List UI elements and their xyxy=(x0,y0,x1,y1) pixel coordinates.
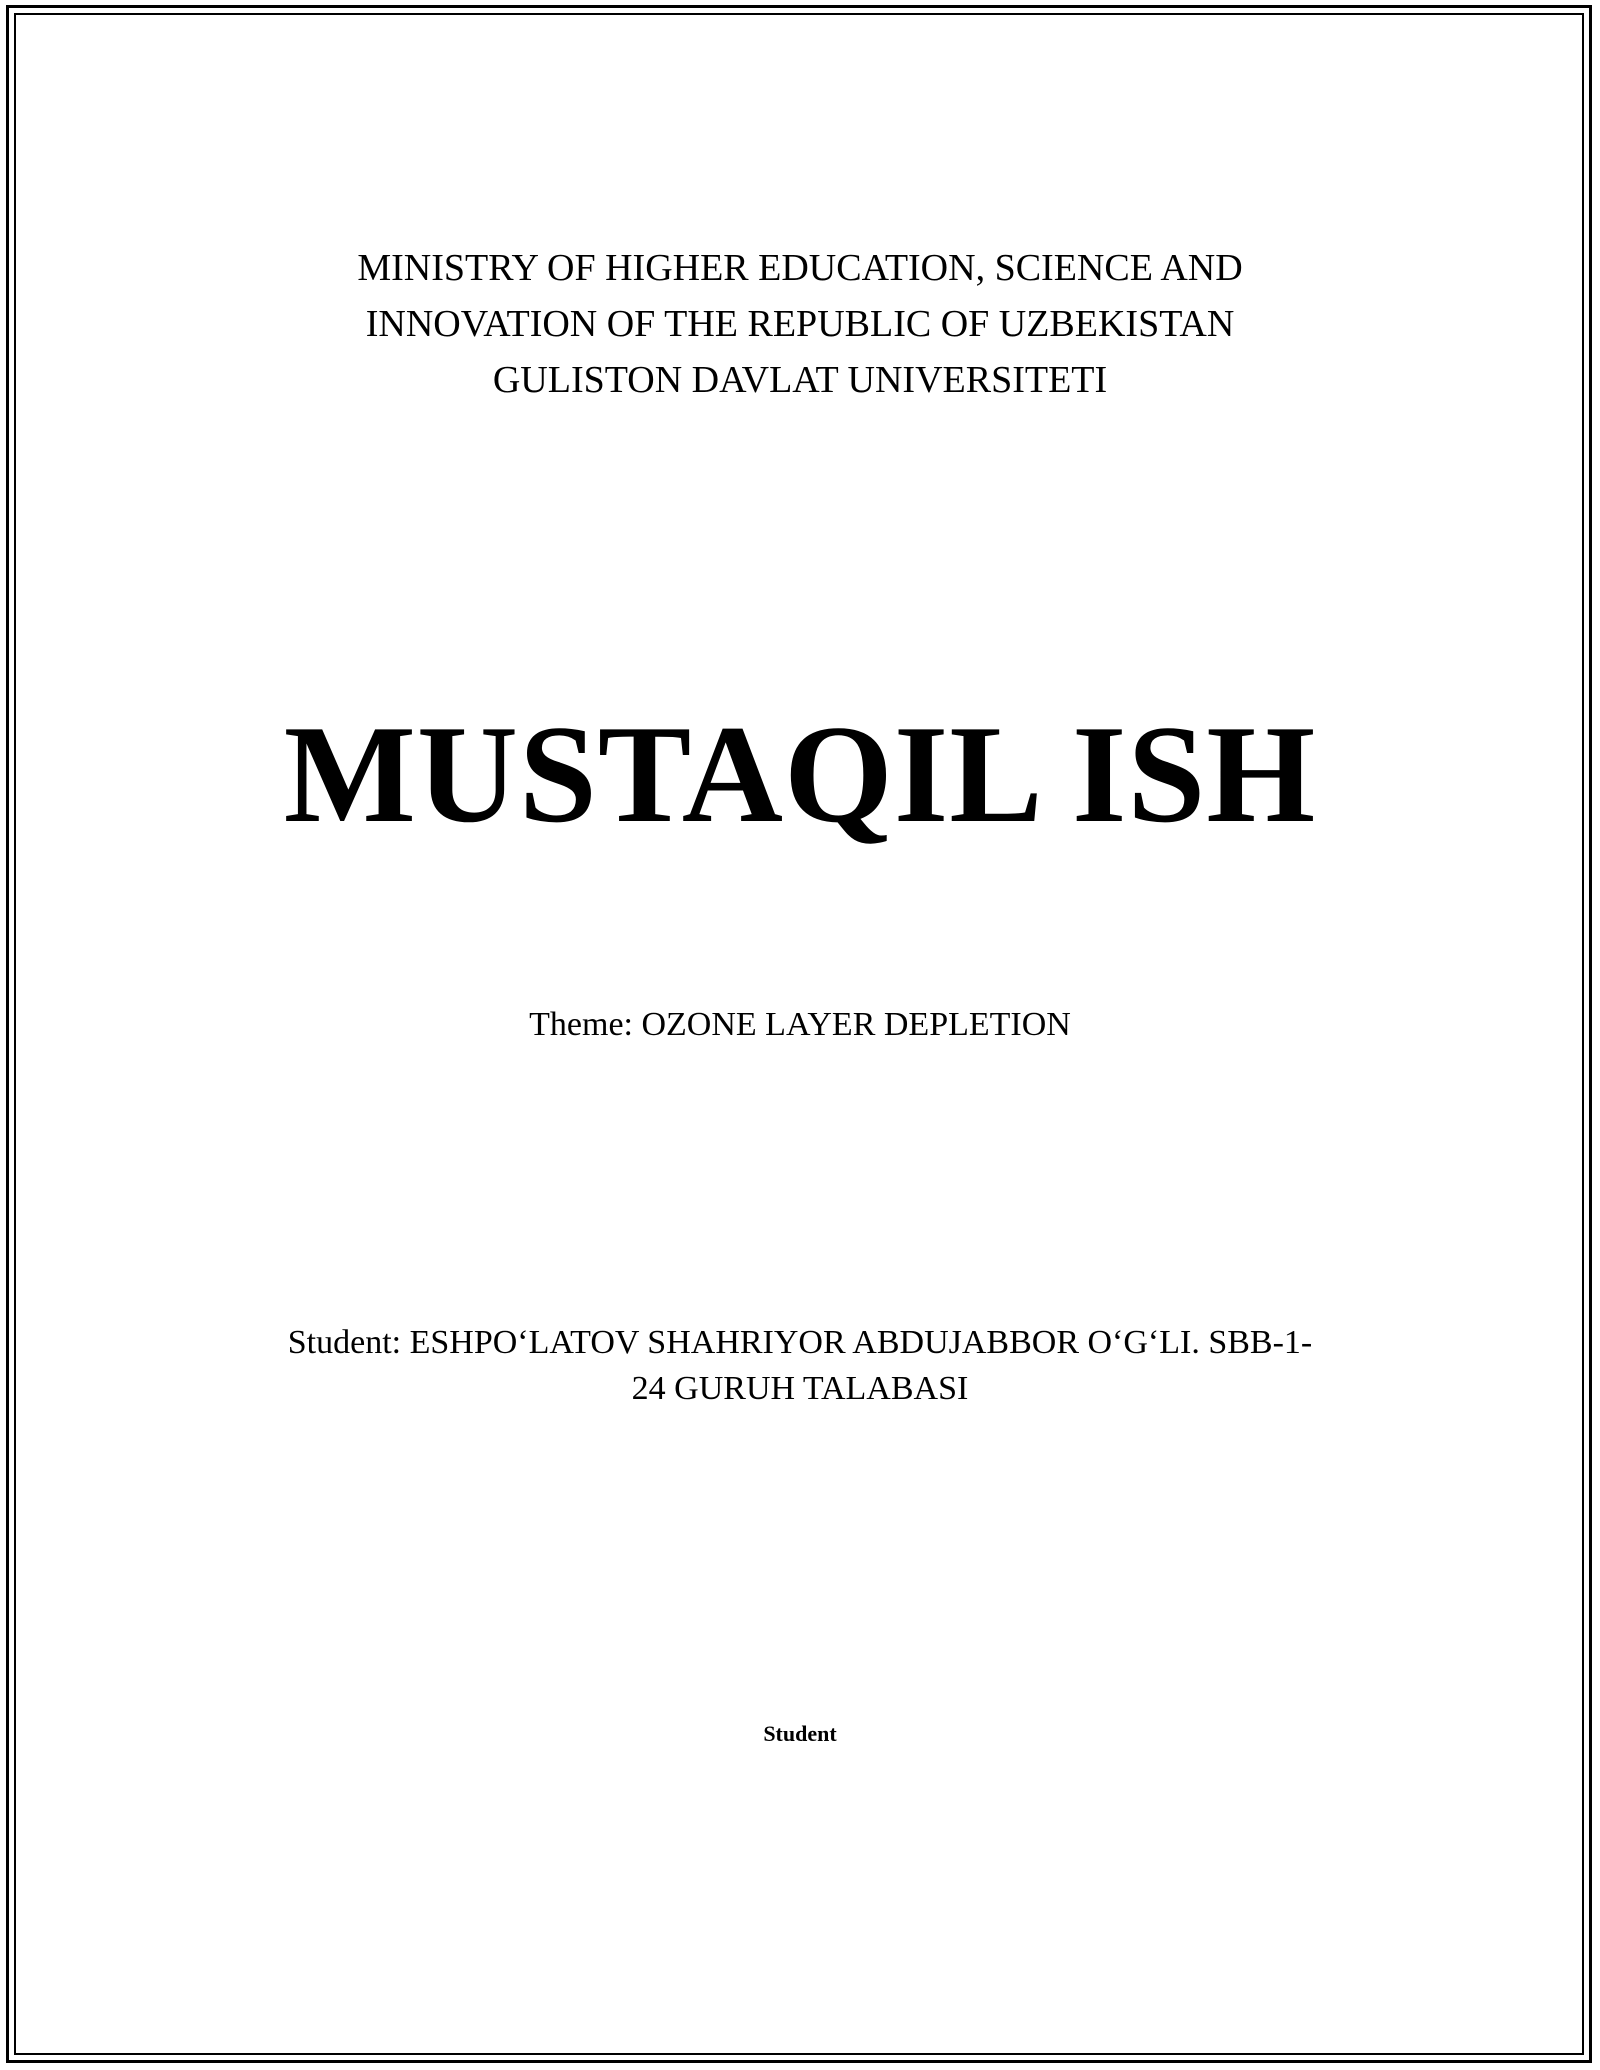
student-line-1: Student: ESHPO‘LATOV SHAHRIYOR ABDUJABBOR O‘G‘LI. SBB-1- xyxy=(287,1324,1313,1361)
signature-label: Student xyxy=(763,1721,837,1746)
document-title: MUSTAQIL ISH xyxy=(283,697,1317,852)
ministry-heading xyxy=(0,240,1600,408)
student-line-2: 24 GURUH TALABASI xyxy=(631,1370,969,1407)
ministry-line-2: INNOVATION OF THE REPUBLIC OF UZBEKISTAN xyxy=(365,303,1235,345)
university-name: GULISTON DAVLAT UNIVERSITETI xyxy=(492,359,1108,401)
theme-line: Theme: OZONE LAYER DEPLETION xyxy=(529,1006,1071,1043)
ministry-line-1: MINISTRY OF HIGHER EDUCATION, SCIENCE AND xyxy=(357,247,1243,289)
student-info xyxy=(0,1320,1600,1412)
